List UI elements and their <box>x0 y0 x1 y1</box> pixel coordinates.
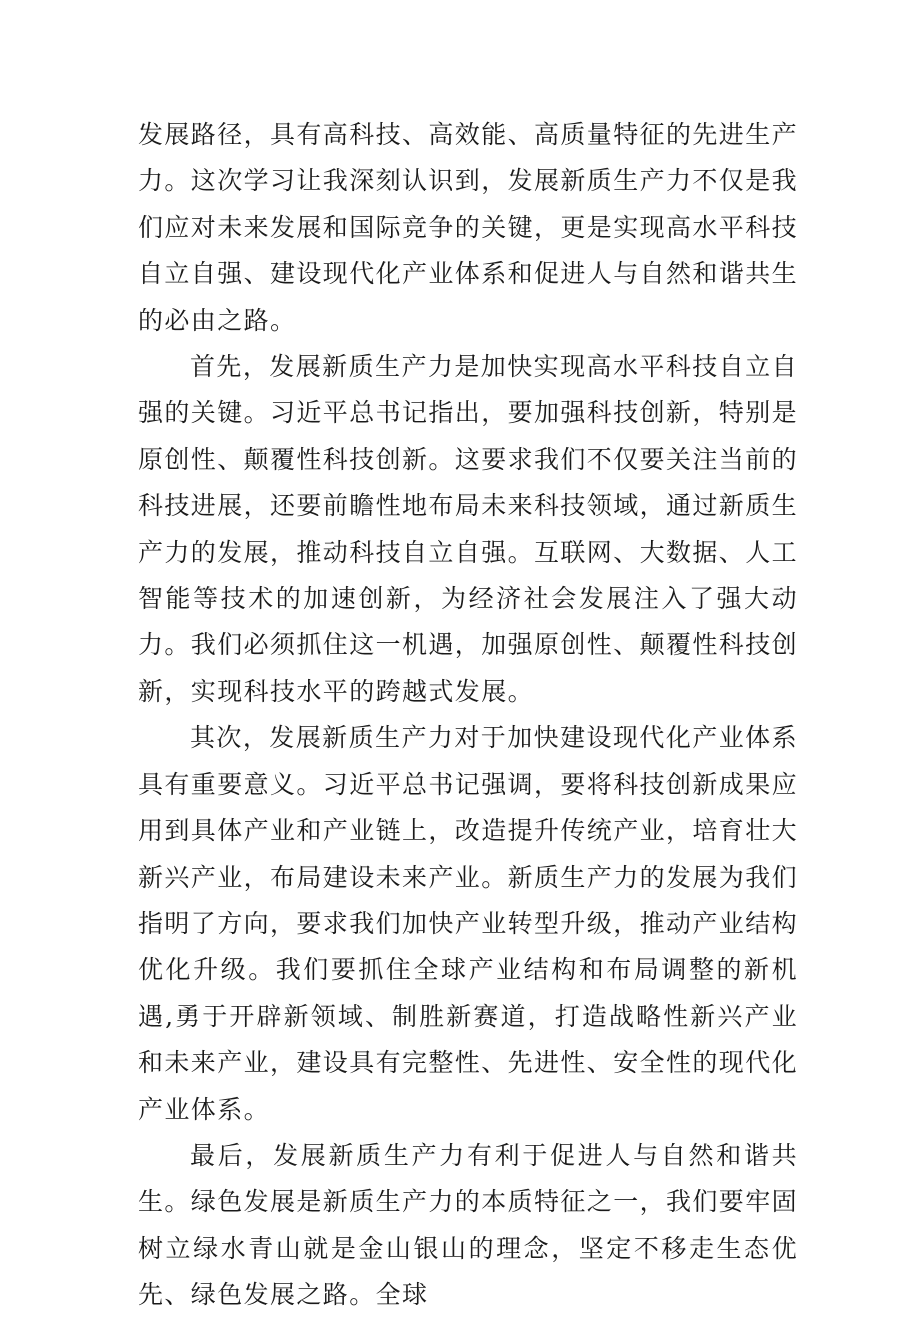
paragraph-3: 其次，发展新质生产力对于加快建设现代化产业体系具有重要意义。习近平总书记强调，要将科技创新成果应用到具体产业和产业链上，改造提升传统产业，培育壮大新兴产业，布局建设未来产业。新质生产力的发展为我们指明了方向，要求我们加快产业转型升级，推动产业结构优化升级。我们要抓住全球产业结构和布局调整的新机遇,勇于开辟新领域、制胜新赛道，打造战略性新兴产业和未来产业，建设具有完整性、先进性、安全性的现代化产业体系。 <box>138 723 799 1124</box>
paragraph-1: 发展路径，具有高科技、高效能、高质量特征的先进生产力。这次学习让我深刻认识到，发展新质生产力不仅是我们应对未来发展和国际竞争的关键，更是实现高水平科技自立自强、建设现代化产业体系和促进人与自然和谐共生的必由之路。 <box>138 120 799 335</box>
paragraph-2: 首先，发展新质生产力是加快实现高水平科技自立自强的关键。习近平总书记指出，要加强科技创新，特别是原创性、颠覆性科技创新。这要求我们不仅要关注当前的科技进展，还要前瞻性地布局未来科技领域，通过新质生产力的发展，推动科技自立自强。互联网、大数据、人工智能等技术的加速创新，为经济社会发展注入了强大动力。我们必须抓住这一机遇，加强原创性、颠覆性科技创新，实现科技水平的跨越式发展。 <box>138 352 799 706</box>
paragraph-4: 最后，发展新质生产力有利于促进人与自然和谐共生。绿色发展是新质生产力的本质特征之一，我们要牢固树立绿水青山就是金山银山的理念，坚定不移走生态优先、绿色发展之路。全球 <box>138 1140 799 1310</box>
document-body <box>138 112 798 1319</box>
